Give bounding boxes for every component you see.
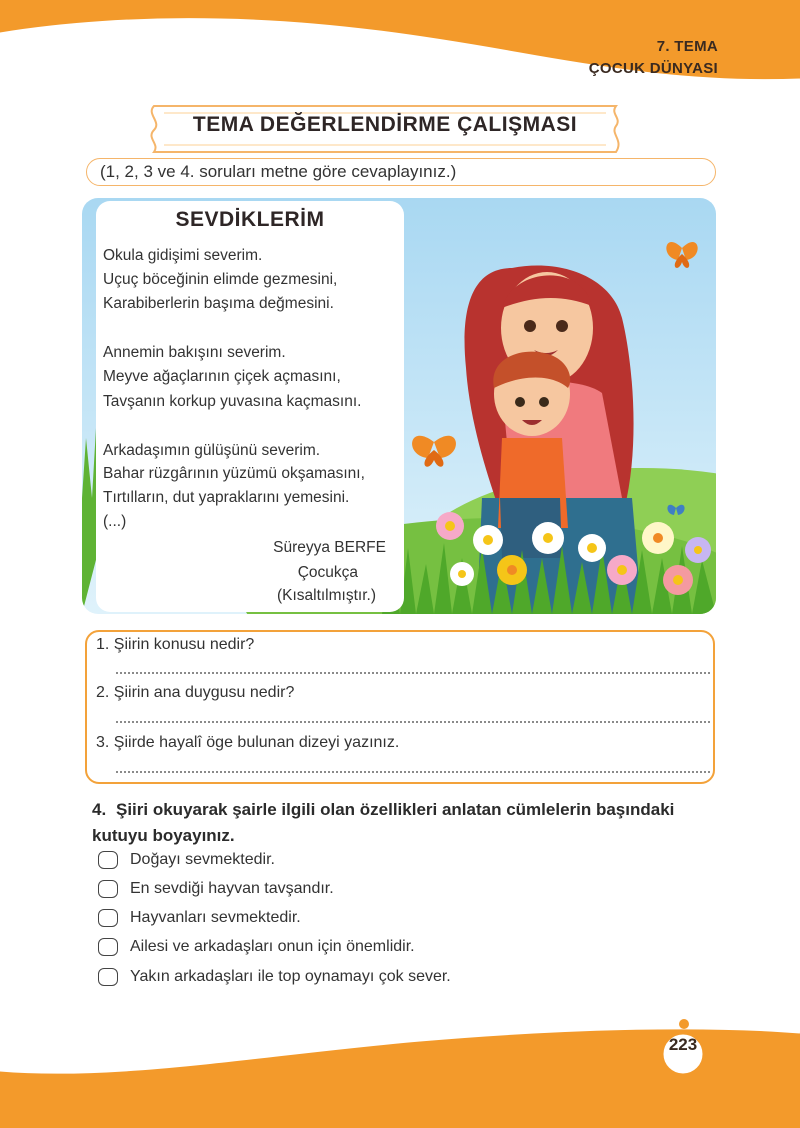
poem-line: (...) [103, 513, 127, 530]
answer-line-3[interactable] [116, 771, 710, 773]
poem-line: Bahar rüzgârının yüzümü okşamasını, [103, 465, 365, 482]
poem-title: SEVDİKLERİM [175, 208, 325, 231]
checkbox[interactable] [98, 880, 118, 898]
option-text: Ailesi ve arkadaşları onun için önemlidir. [130, 938, 415, 955]
checkbox[interactable] [98, 968, 118, 986]
option-text: Yakın arkadaşları ile top oynamayı çok sever. [130, 968, 451, 985]
question-4-text: Şiiri okuyarak şairle ilgili olan özellikleri anlatan cümlelerin başındaki kutuyu boyayınız. [92, 800, 675, 845]
option-row[interactable] [98, 909, 301, 927]
option-text: En sevdiği hayvan tavşandır. [130, 880, 334, 897]
option-text: Doğayı sevmektedir. [130, 851, 275, 868]
option-row[interactable] [98, 968, 451, 986]
poem-line: Uçuç böceğinin elimde gezmesini, [103, 271, 338, 288]
theme-name: ÇOCUK DÜNYASI [588, 60, 718, 77]
question-1: 1. Şiirin konusu nedir? [96, 636, 255, 653]
instruction-text: (1, 2, 3 ve 4. soruları metne göre cevaplayınız.) [100, 162, 457, 181]
poem-line: Arkadaşımın gülüşünü severim. [103, 442, 321, 459]
poem-line: Okula gidişimi severim. [103, 247, 263, 264]
poem-line: Meyve ağaçlarının çiçek açmasını, [103, 368, 341, 385]
checkbox[interactable] [98, 938, 118, 956]
poem-author: Süreyya BERFE [273, 539, 386, 556]
question-4-number: 4. [92, 800, 107, 819]
page-title: TEMA DEĞERLENDİRME ÇALIŞMASI [192, 113, 578, 136]
poem-note: (Kısaltılmıştır.) [276, 587, 376, 604]
answer-line-1[interactable] [116, 672, 710, 674]
option-row[interactable] [98, 880, 334, 898]
option-row[interactable] [98, 938, 415, 956]
option-text: Hayvanları sevmektedir. [130, 909, 301, 926]
question-2: 2. Şiirin ana duygusu nedir? [96, 684, 295, 701]
checkbox[interactable] [98, 851, 118, 869]
answer-line-2[interactable] [116, 721, 710, 723]
question-3: 3. Şiirde hayalî öge bulunan dizeyi yazınız. [96, 734, 400, 751]
theme-label [589, 36, 718, 80]
poem-line: Tavşanın korkup yuvasına kaçmasını. [103, 393, 362, 410]
poem-line: Annemin bakışını severim. [103, 344, 286, 361]
bottom-orange-wave [0, 1010, 800, 1128]
checkbox[interactable] [98, 909, 118, 927]
option-row[interactable] [98, 851, 275, 869]
poem-line: Tırtılların, dut yapraklarını yemesini. [103, 489, 350, 506]
poem-line: Karabiberlerin başıma değmesini. [103, 295, 334, 312]
poem-source: Çocukça [297, 564, 358, 581]
question-4 [92, 797, 712, 849]
page-number: 223 [668, 1035, 698, 1054]
theme-number: 7. TEMA [656, 38, 718, 55]
